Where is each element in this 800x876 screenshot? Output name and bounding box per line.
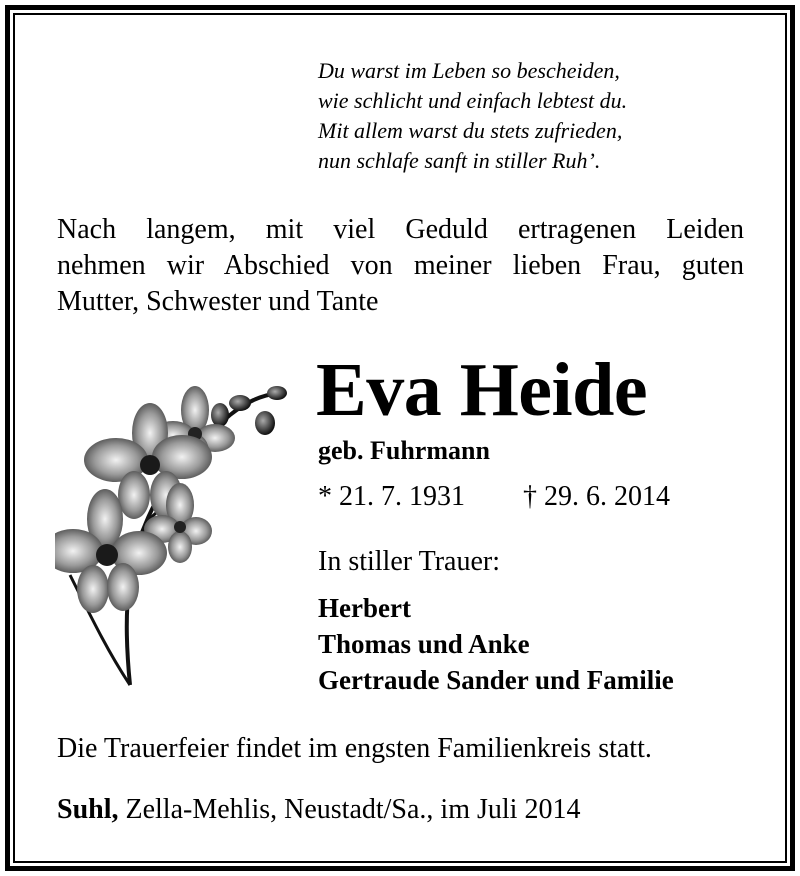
intro-line: nehmen wir Abschied von meiner lieben Frau, guten (57, 250, 744, 281)
poem-line: wie schlicht und einfach lebtest du. (318, 88, 628, 113)
poem (318, 56, 627, 176)
poem-line: Du warst im Leben so bescheiden, (318, 58, 620, 83)
deceased-name: Eva Heide (316, 348, 648, 432)
funeral-note: Die Trauerfeier findet im engsten Familienkreis statt. (57, 733, 652, 764)
place-rest: Zella-Mehlis, Neustadt/Sa., im Juli 2014 (118, 794, 581, 825)
intro-text (57, 212, 744, 320)
place-town: Suhl, (57, 794, 119, 825)
mourner-name: Thomas und Anke (318, 629, 530, 659)
mourner-name: Gertraude Sander und Familie (318, 665, 674, 695)
poem-line: nun schlafe sanft in stiller Ruh’. (318, 148, 601, 173)
orchid-icon (55, 375, 305, 695)
maiden-name: geb. Fuhrmann (318, 436, 490, 465)
death-date: † 29. 6. 2014 (523, 481, 670, 512)
birth-date: * 21. 7. 1931 (318, 481, 465, 512)
mourning-heading: In stiller Trauer: (318, 546, 500, 577)
poem-line: Mit allem warst du stets zufrieden, (318, 118, 623, 143)
mourner-list (318, 590, 674, 698)
mourner-name: Herbert (318, 593, 411, 623)
place-date-line (57, 794, 580, 826)
intro-line: Nach langem, mit viel Geduld ertragenen Leiden (57, 214, 744, 245)
intro-line: Mutter, Schwester und Tante (57, 286, 379, 317)
